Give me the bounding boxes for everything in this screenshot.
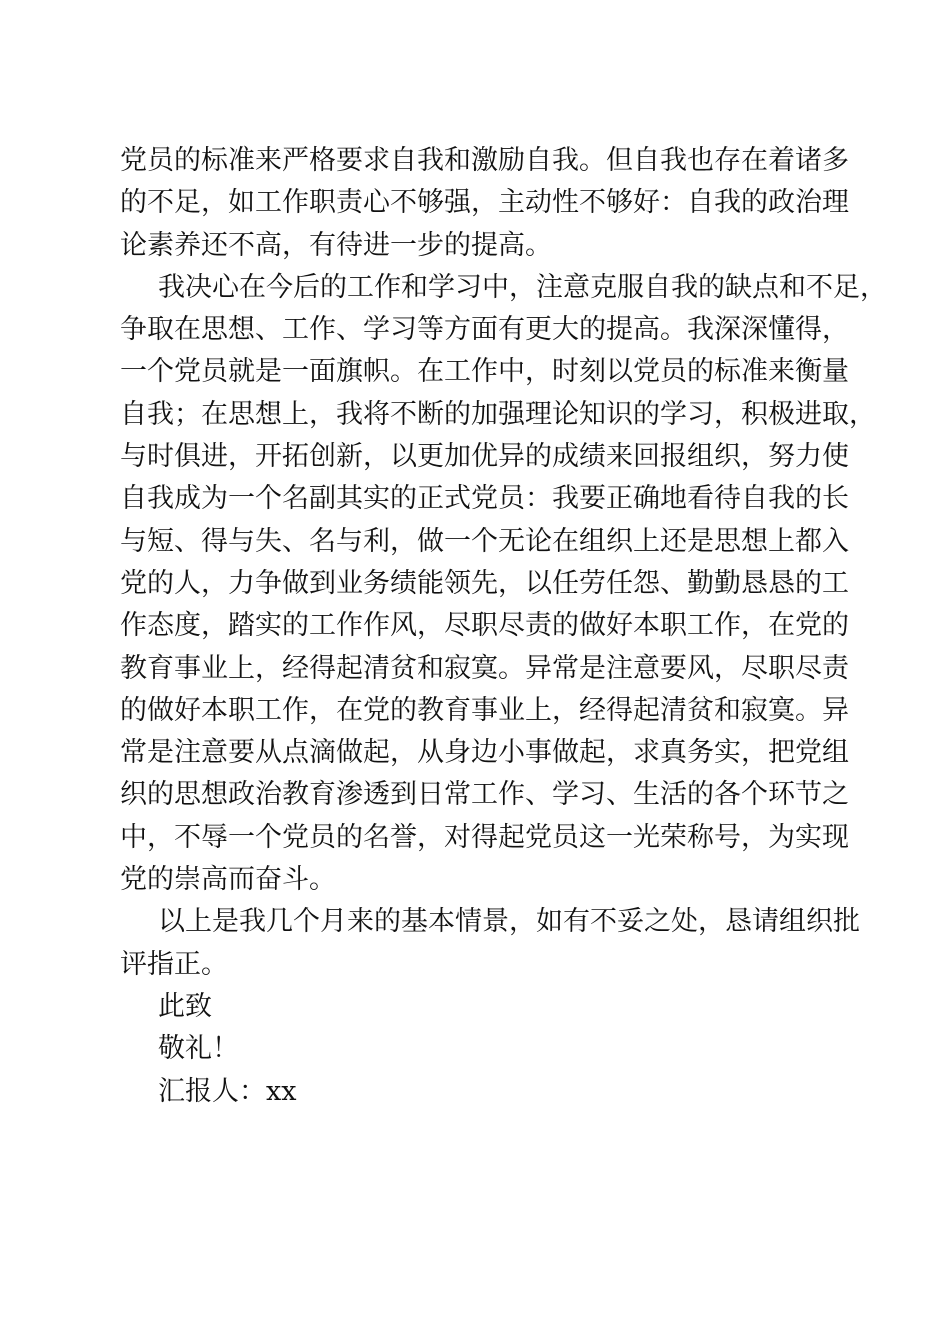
paragraph-2-line-13: 织的思想政治教育渗透到日常工作、学习、生活的各个环节之 (120, 779, 849, 811)
closing-regards: 敬礼！ (158, 1033, 239, 1065)
paragraph-2-line-2: 争取在思想、工作、学习等方面有更大的提高。我深深懂得， (120, 314, 849, 346)
paragraph-2-line-5: 与时俱进，开拓创新，以更加优异的成绩来回报组织，努力使 (120, 441, 849, 473)
paragraph-3-line-2: 评指正。 (120, 948, 228, 980)
paragraph-2-line-3: 一个党员就是一面旗帜。在工作中，时刻以党员的标准来衡量 (120, 356, 849, 388)
document-body (120, 140, 887, 1113)
paragraph-1-line-2: 的不足，如工作职责心不够强，主动性不够好：自我的政治理 (120, 187, 849, 219)
paragraph-1-line-3: 论素养还不高，有待进一步的提高。 (120, 229, 552, 261)
paragraph-3-line-1: 以上是我几个月来的基本情景，如有不妥之处，恳请组织批 (158, 906, 860, 938)
paragraph-2-line-15: 党的崇高而奋斗。 (120, 864, 336, 896)
paragraph-2-line-10: 教育事业上，经得起清贫和寂寞。异常是注意要风，尽职尽责 (120, 652, 849, 684)
paragraph-2-line-9: 作态度，踏实的工作作风，尽职尽责的做好本职工作，在党的 (120, 610, 849, 642)
paragraph-1-line-1: 党员的标准来严格要求自我和激励自我。但自我也存在着诸多 (120, 145, 849, 176)
signature: 汇报人：xx (158, 1075, 297, 1107)
paragraph-2-line-6: 自我成为一个名副其实的正式党员：我要正确地看待自我的长 (120, 483, 849, 515)
paragraph-2-line-14: 中，不辱一个党员的名誉，对得起党员这一光荣称号，为实现 (120, 821, 849, 853)
paragraph-2-line-1: 我决心在今后的工作和学习中，注意克服自我的缺点和不足， (158, 271, 887, 303)
paragraph-2-line-4: 自我；在思想上，我将不断的加强理论知识的学习，积极进取， (120, 398, 876, 430)
paragraph-2-line-8: 党的人，力争做到业务绩能领先，以任劳任怨、勤勤恳恳的工 (120, 567, 849, 599)
paragraph-2-line-11: 的做好本职工作，在党的教育事业上，经得起清贫和寂寞。异 (120, 694, 849, 726)
paragraph-2-line-12: 常是注意要从点滴做起，从身边小事做起，求真务实，把党组 (120, 737, 849, 769)
paragraph-2-line-7: 与短、得与失、名与利，做一个无论在组织上还是思想上都入 (120, 525, 849, 557)
closing-salutation: 此致 (158, 990, 212, 1022)
